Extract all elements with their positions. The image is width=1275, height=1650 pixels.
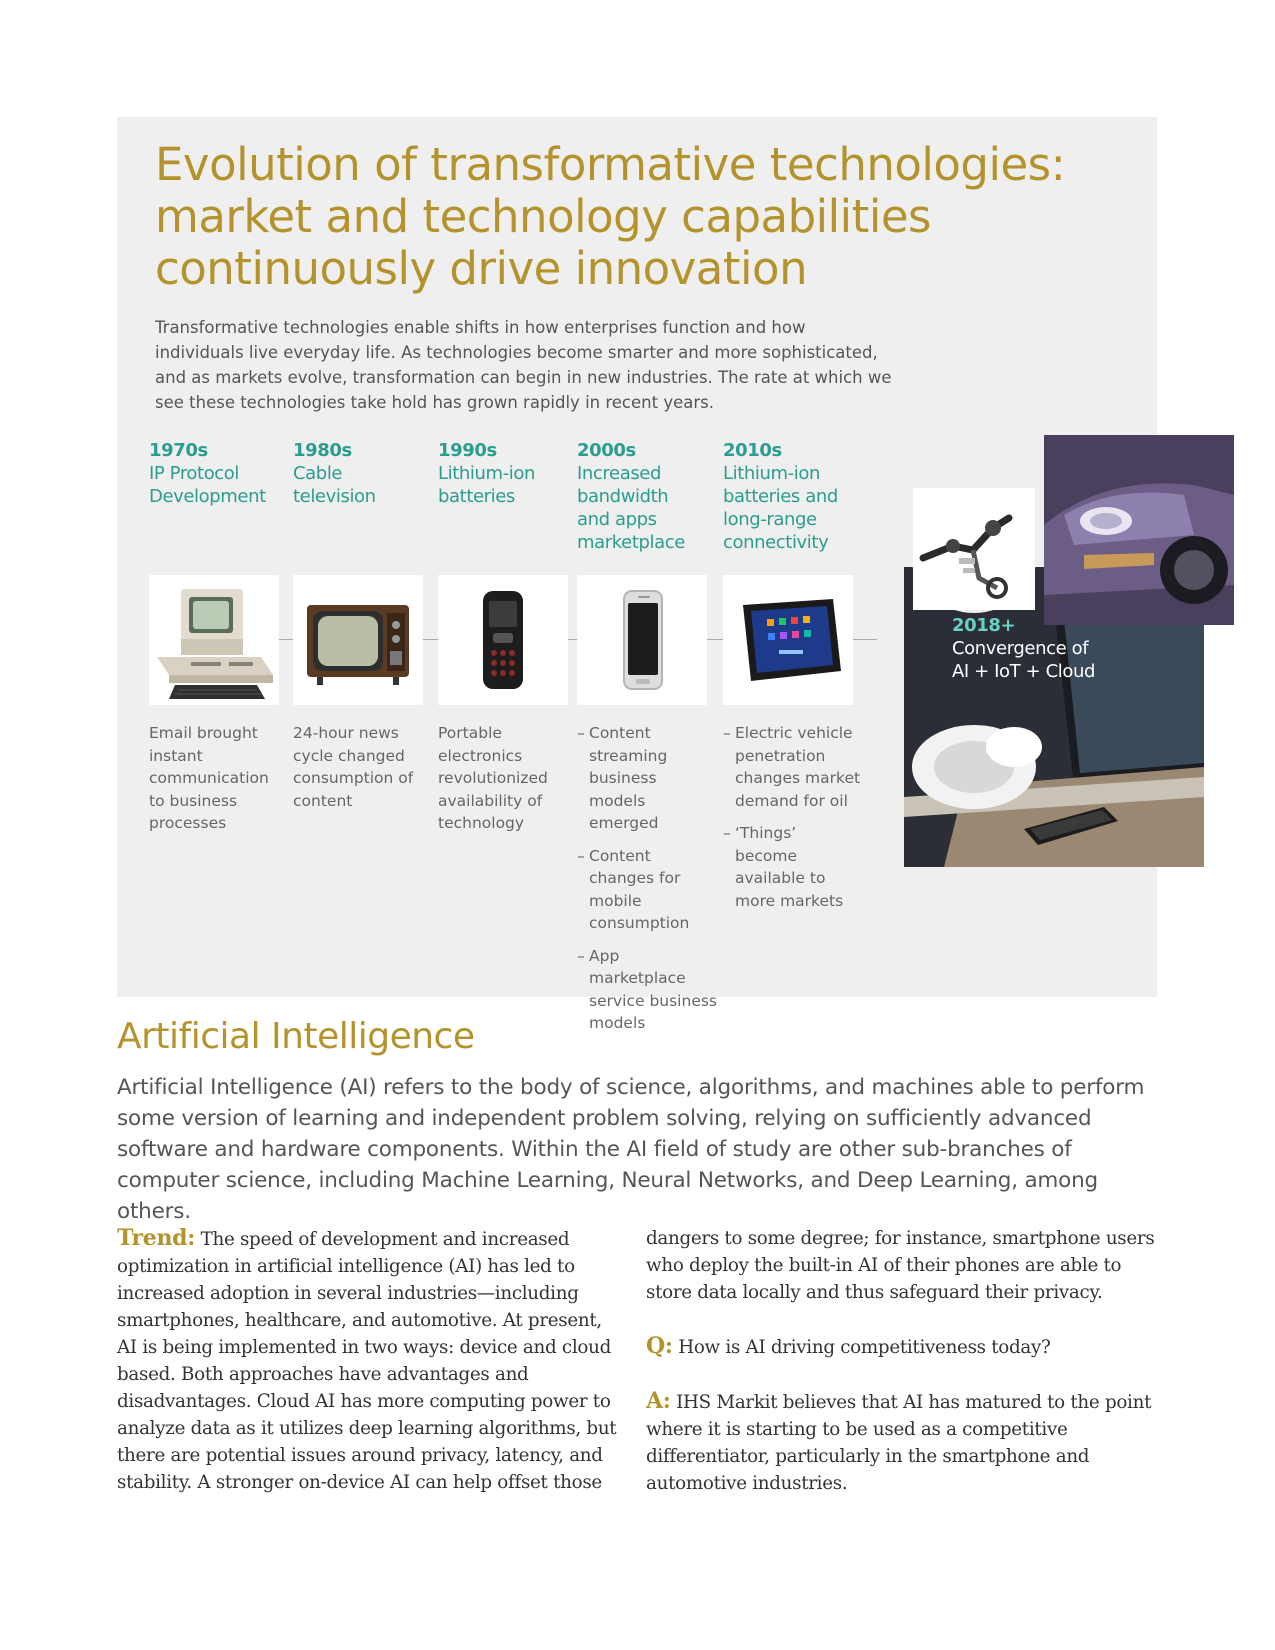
era-image-1990s: [438, 575, 568, 705]
era-description-2010s: [723, 722, 863, 922]
era-tech-line: Cable: [293, 463, 343, 484]
era-tech-line: and apps: [577, 509, 657, 530]
era-decade: 1990s: [438, 440, 497, 461]
trend-label: Trend:: [117, 1225, 196, 1251]
era-tech-line: marketplace: [577, 532, 685, 553]
timeline-panel: [117, 117, 1157, 1032]
era-tech-line: television: [293, 486, 376, 507]
era-description-1970s: Email brought instant communication to business processes: [149, 724, 269, 832]
bullet-item: – App marketplace service business models: [577, 945, 717, 1035]
era-image-2000s: [577, 575, 707, 705]
section-intro: Artificial Intelligence (AI) refers to the body of science, algorithms, and machines able to perform some version of learning and independent problem solving, relying on sufficiently advanced software and hardware components. Within the AI field of study are other sub-branches of computer science, including Machine Learning, Neural Networks, and Deep Learning, among others.: [117, 1075, 1145, 1224]
era-description-1980s: 24-hour news cycle changed consumption of content: [293, 724, 414, 810]
era-decade: 1980s: [293, 440, 352, 461]
era-decade: 2000s: [577, 440, 636, 461]
era-tech-line: batteries: [438, 486, 515, 507]
answer-label: A:: [646, 1388, 671, 1414]
panel-title-line: Evolution of transformative technologies:: [155, 138, 1066, 191]
convergence-label: [952, 614, 1102, 683]
era-image-1970s: [149, 575, 279, 705]
convergence-line: Convergence of: [952, 638, 1089, 659]
era-tech-line: bandwidth: [577, 486, 669, 507]
body-column-right: [646, 1225, 1156, 1497]
question-text: How is AI driving competitiveness today?: [678, 1337, 1051, 1358]
smartphone-icon: [577, 575, 707, 705]
panel-title: [155, 138, 1066, 295]
era-2010s: [723, 439, 863, 554]
bullet-item: – Content streaming business models emerged: [577, 722, 717, 835]
computer-icon: [149, 575, 279, 705]
convergence-line: AI + IoT + Cloud: [952, 661, 1096, 682]
era-tech-line: Increased: [577, 463, 662, 484]
era-1990s: [438, 439, 578, 508]
answer-paragraph: [646, 1388, 1156, 1497]
era-image-1980s: [293, 575, 423, 705]
car-photo: [1044, 435, 1234, 625]
era-1980s: [293, 439, 433, 508]
robot-arm-icon: [913, 488, 1035, 610]
robot-arm-photo: [910, 485, 1038, 613]
mobile-phone-icon: [438, 575, 568, 705]
bullet-item: – Content changes for mobile consumption: [577, 845, 717, 935]
trend-paragraph: [117, 1225, 627, 1496]
era-tech-line: long-range: [723, 509, 817, 530]
bullet-item: – ‘Things’ become available to more markets: [723, 822, 863, 912]
era-description-1990s: Portable electronics revolutionized availability of technology: [438, 724, 548, 832]
era-2000s: [577, 439, 717, 554]
panel-title-line: continuously drive innovation: [155, 242, 808, 295]
trend-continuation: dangers to some degree; for instance, smartphone users who deploy the built-in AI of their phones are able to store data locally and thus safeguard their privacy.: [646, 1228, 1155, 1303]
era-tech-line: Lithium-ion: [438, 463, 535, 484]
era-tech-line: Development: [149, 486, 266, 507]
bullet-item: – Electric vehicle penetration changes market demand for oil: [723, 722, 863, 812]
era-tech-line: Lithium-ion: [723, 463, 820, 484]
era-tech-line: batteries and: [723, 486, 838, 507]
era-description-2000s: [577, 722, 717, 1045]
era-1970s: [149, 439, 289, 508]
tablet-icon: [723, 575, 853, 705]
era-decade: 1970s: [149, 440, 208, 461]
era-decade: 2010s: [723, 440, 782, 461]
panel-intro: Transformative technologies enable shifts in how enterprises function and how individuals live everyday life. As technologies become smarter and more sophisticated, and as markets evolve, transformation can begin in new industries. The rate at which we see these technologies take hold has grown rapidly in recent years.: [155, 318, 892, 412]
car-icon: [1044, 435, 1234, 625]
era-image-2010s: [723, 575, 853, 705]
panel-title-line: market and technology capabilities: [155, 190, 931, 243]
television-icon: [293, 575, 423, 705]
bullet-list: [723, 722, 863, 912]
question-label: Q:: [646, 1333, 673, 1359]
era-tech-line: connectivity: [723, 532, 829, 553]
convergence-year: 2018+: [952, 615, 1016, 636]
bullet-list: [577, 722, 717, 1035]
section-heading: Artificial Intelligence: [117, 1016, 475, 1057]
era-tech-line: IP Protocol: [149, 463, 240, 484]
question-paragraph: [646, 1333, 1156, 1361]
answer-text: IHS Markit believes that AI has matured to the point where it is starting to be used as a competitive differentiator, particularly in the smartphone and automotive industries.: [646, 1392, 1152, 1494]
trend-text: The speed of development and increased optimization in artificial intelligence (AI) has led to increased adoption in several industries—including smartphones, healthcare, and automotive. At present, AI is being implemented in two ways: device and cloud based. Both approaches have advantages and disadvantages. Cloud AI has more computing power to analyze data as it utilizes deep learning algorithms, but there are potential issues around privacy, latency, and stability. A stronger on-device AI can help offset those: [117, 1229, 617, 1493]
body-column-left: [117, 1225, 627, 1496]
